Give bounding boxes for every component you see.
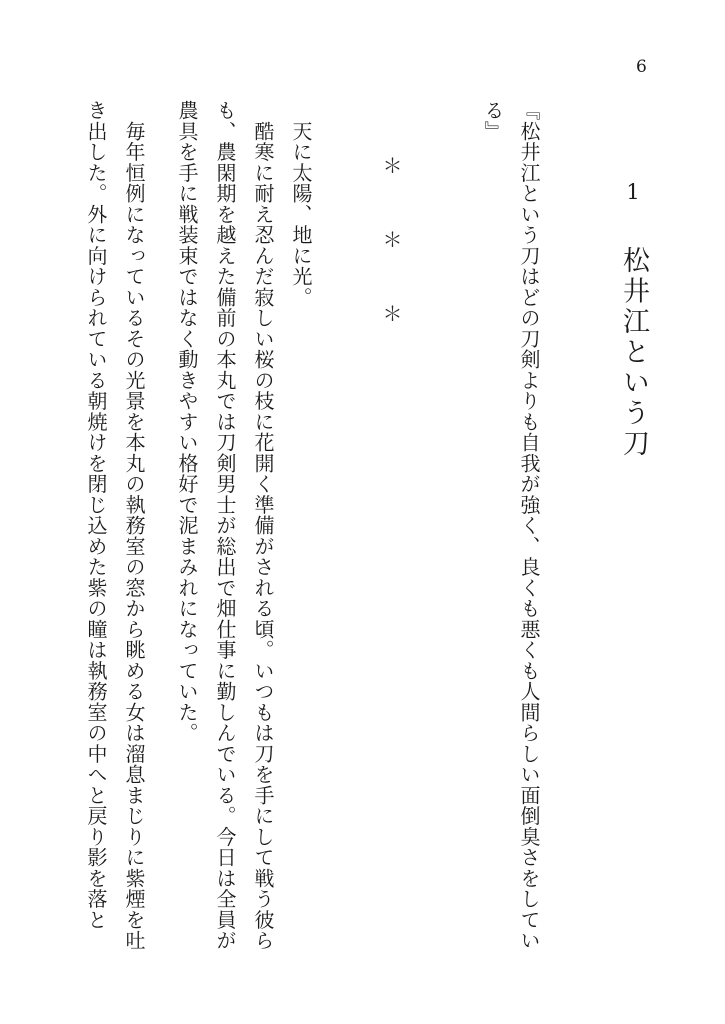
text-line: 農具を手に戦装束ではなく動きやすい格好で泥まみれになっていた。 xyxy=(175,100,199,744)
text-line: も、農閑期を越えた備前の本丸では刀剣男士が総出で畑仕事に勤しんでいる。今日は全員が xyxy=(213,100,237,951)
text-line: 『松井江という刀はどの刀剣よりも自我が強く、良くも悪くも人間らしい面倒臭さをしてい xyxy=(517,100,541,951)
text-line: 酷寒に耐え忍んだ寂しい桜の枝に花開く準備がされる頃。いつもは刀を手にして戦う彼ら xyxy=(251,100,275,951)
chapter-number: 1 xyxy=(621,180,645,204)
text-line: る』 xyxy=(481,100,505,142)
chapter-title: 松井江という刀 xyxy=(618,246,649,460)
text-line: 天に太陽、地に光。 xyxy=(289,100,313,308)
text-line: き出した。外に向けられている朝焼けを閉じ込めた紫の瞳は執務室の中へと戻り影を落と xyxy=(84,100,108,930)
text-line: 毎年恒例になっているその光景を本丸の執務室の窓から眺める女は溜息まじりに紫煙を吐 xyxy=(122,100,146,951)
page-number: 6 xyxy=(636,57,647,77)
section-separator: ＊＊＊ xyxy=(379,155,403,377)
vertical-text-block xyxy=(50,100,650,950)
chapter-heading xyxy=(616,100,650,1024)
